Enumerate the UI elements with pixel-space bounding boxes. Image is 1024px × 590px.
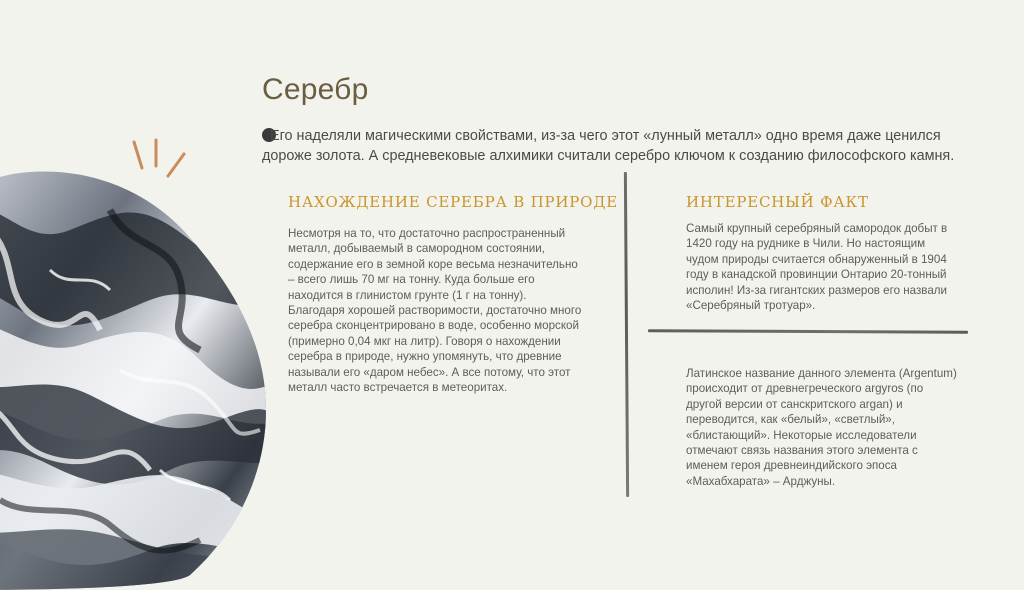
accent-dashes-icon: [128, 138, 192, 184]
silver-metal-image: [0, 170, 272, 590]
right-column-etymology-text: Латинское название данного элемента (Argentum) происходит от древнегреческого argyros (по другой версии от санскритского argan) и переводится, как «белый», «светлый», «блистающий». Некоторые исследователи отмечают связь названия этого элемента с именем героя древнеиндийского эпоса «Махабхарата» – Арджуны.: [686, 367, 957, 488]
intro-paragraph: [262, 127, 962, 166]
horizontal-divider: [648, 329, 968, 333]
vertical-divider: [624, 172, 629, 497]
left-column-heading: НАХОЖДЕНИЕ СЕРЕБРА В ПРИРОДЕ: [288, 193, 618, 211]
slide-title: Серебр: [262, 73, 369, 106]
left-column-text: Несмотря на то, что достаточно распространенный металл, добываемый в самородном состоянии, содержание его в земной коре весьма незначительно – всего лишь 70 мг на тонну. Куда больше его находится в глинистом грунте (1 г на тонну). Благодаря хорошей растворимости, достаточно много серебра сконцентрировано в воде, особенно морской (примерно 0,04 мкг на литр). Говоря о нахождении серебра в природе, нужно упомянуть, что древние называли его «даром небес». А все потому, что этот металл часто встречается в метеоритах.: [288, 227, 582, 395]
intro-text: Его наделяли магическими свойствами, из-за чего этот «лунный металл» одно время даже ценился дороже золота. А средневековые алхимики считали серебро ключом к созданию философского камня.: [262, 128, 955, 164]
right-column-fact-text: Самый крупный серебряный самородок добыт в 1420 году на руднике в Чили. Но настоящим чудом природы считается обнаруженный в 1904 году в канадской провинции Онтарио 20-тонный исполин! Из-за гигантских размеров его назвали «Серебряный тротуар».: [686, 222, 948, 313]
right-column-heading: ИНТЕРЕСНЫЙ ФАКТ: [686, 193, 869, 211]
